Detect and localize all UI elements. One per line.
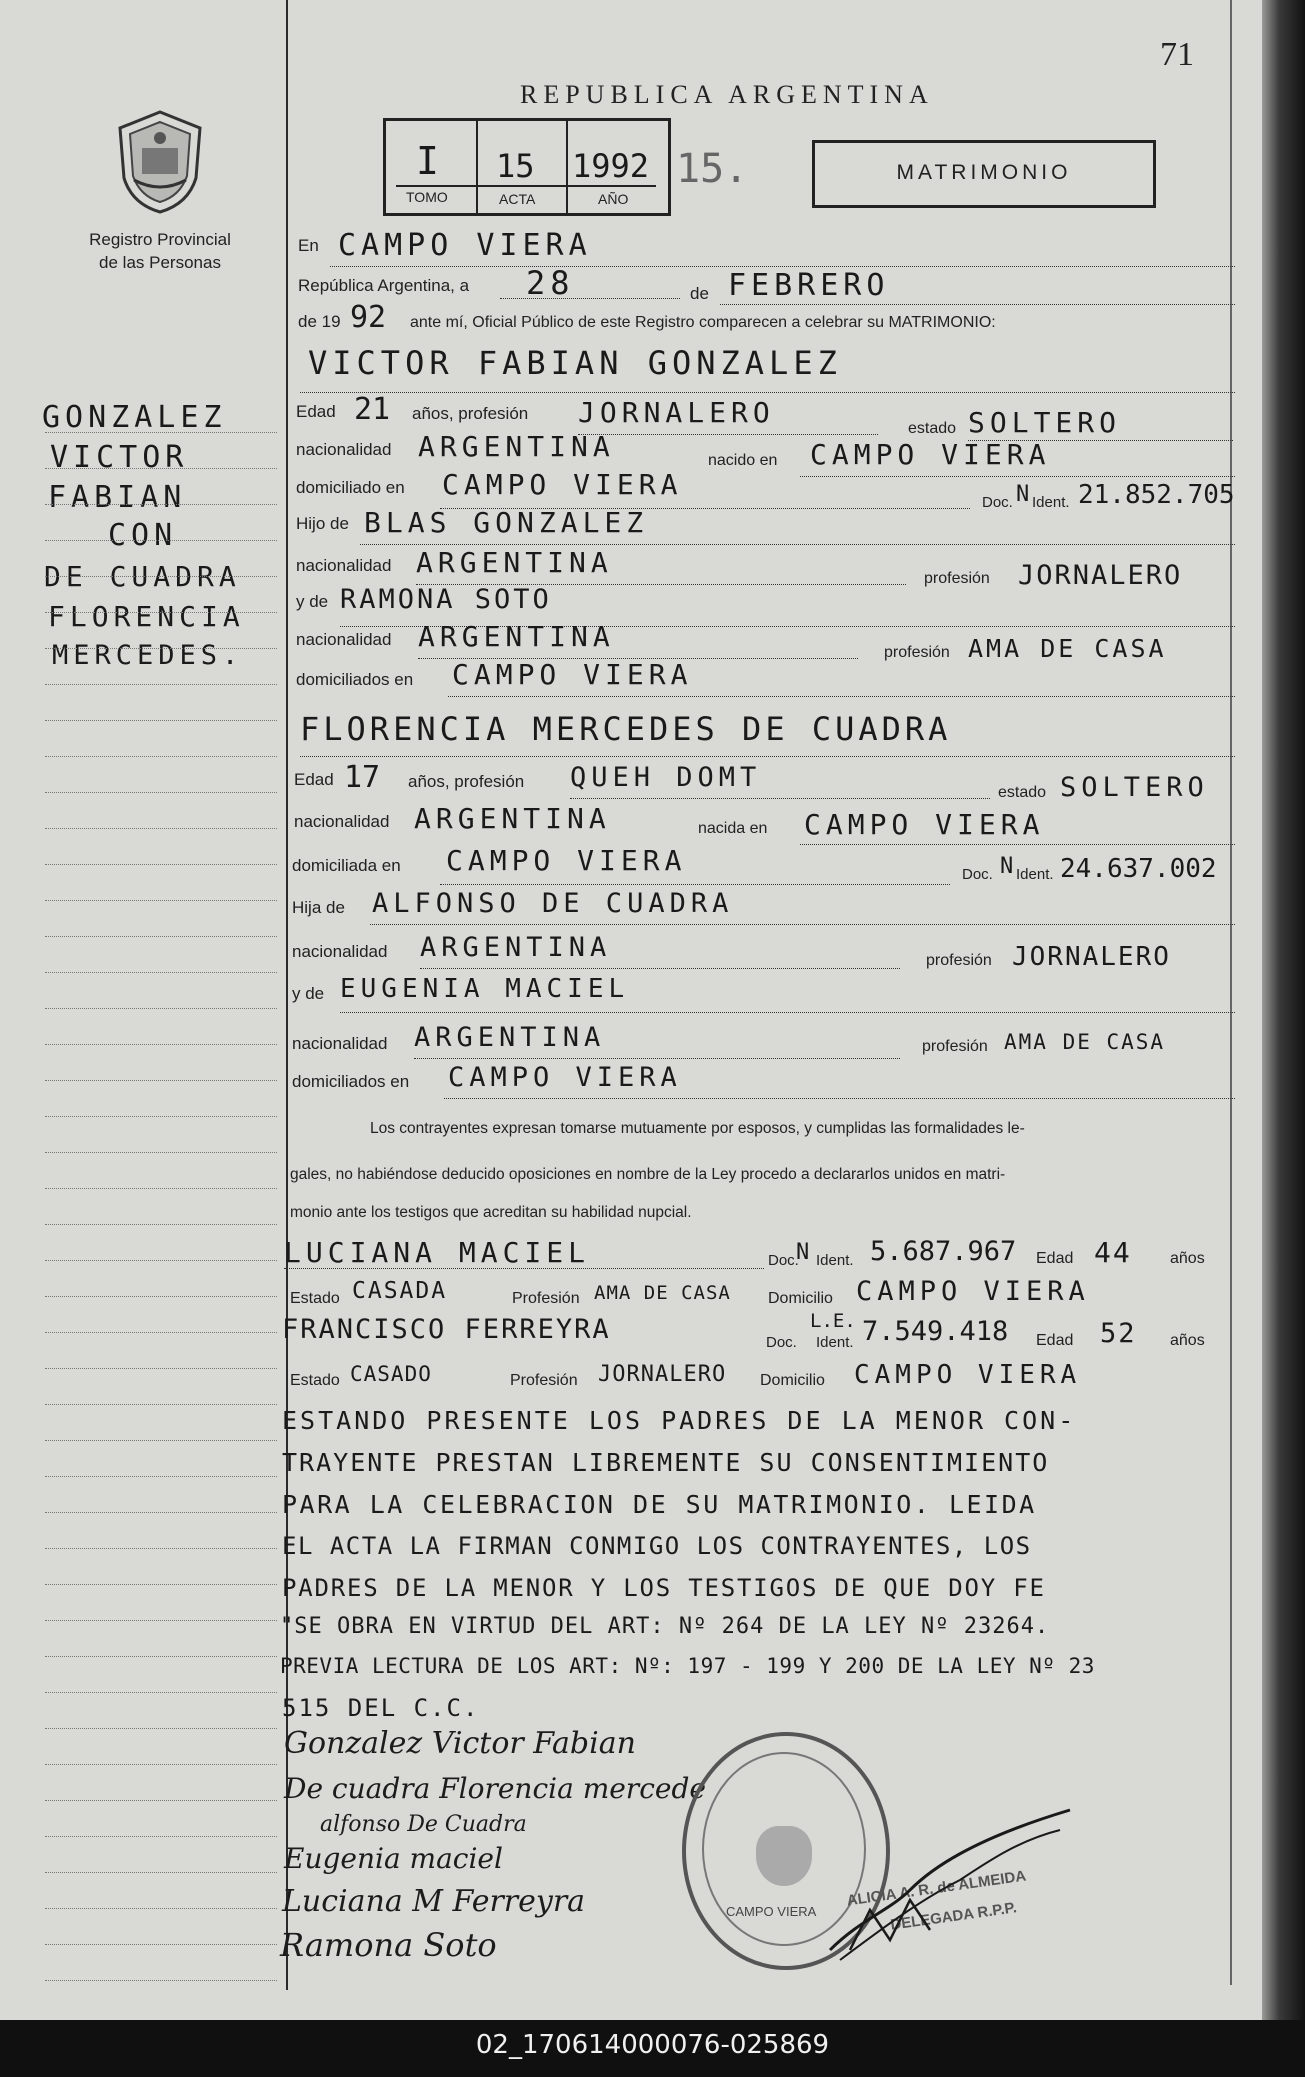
acta-label: ACTA xyxy=(499,191,536,207)
label-edad: Edad xyxy=(294,770,334,789)
groom-mother-profession: AMA DE CASA xyxy=(968,634,1167,663)
record-type: MATRIMONIO xyxy=(896,161,1072,184)
label-anos: años xyxy=(1170,1250,1205,1267)
margin-rule-line xyxy=(45,1584,277,1585)
statement-line-2: gales, no habiéndose deducido oposiciones en nombre de la Ley procedo a declararlos unidos en matri- xyxy=(290,1166,1006,1183)
label-nacida: nacida en xyxy=(698,820,768,837)
label-ident: Ident. xyxy=(816,1252,854,1269)
signature-groom: Gonzalez Victor Fabian xyxy=(284,1726,636,1761)
margin-rule-line xyxy=(45,1476,277,1477)
label-ident: Ident. xyxy=(816,1334,854,1351)
margin-rule-line xyxy=(45,1548,277,1549)
label-profesion: años, profesión xyxy=(412,404,529,423)
label-domiciliados: domiciliados en xyxy=(292,1072,410,1091)
margin-rule-line xyxy=(45,828,277,829)
witness2-doc-type: L.E. xyxy=(810,1310,856,1332)
signature-bride: De cuadra Florencia mercede xyxy=(284,1772,706,1805)
ano-value: 1992 xyxy=(572,147,650,185)
groom-mother-nationality: ARGENTINA xyxy=(418,620,615,653)
registry-label-line1: Registro Provincial xyxy=(89,230,231,249)
witness1-domicile: CAMPO VIERA xyxy=(856,1276,1090,1307)
label-ident: Ident. xyxy=(1032,494,1070,511)
label-doc: Doc. xyxy=(768,1252,799,1269)
margin-rule-line xyxy=(45,1872,277,1873)
label-anos: años xyxy=(1170,1332,1205,1349)
intro-text: ante mí, Oficial Público de este Registro comparecen a celebrar su MATRIMONIO: xyxy=(410,314,996,331)
acta-reference-box xyxy=(383,118,671,216)
statement-line-3: monio ante los testigos que acreditan su habilidad nupcial. xyxy=(290,1204,692,1221)
margin-rule-line xyxy=(45,1296,277,1297)
bride-age: 17 xyxy=(344,760,381,795)
label-nacionalidad: nacionalidad xyxy=(296,440,392,459)
label-nacionalidad: nacionalidad xyxy=(292,942,388,961)
margin-rule-line xyxy=(45,1044,277,1045)
witness2-age: 52 xyxy=(1100,1318,1137,1349)
label-edad: Edad xyxy=(1036,1332,1074,1349)
margin-rule-line xyxy=(45,1368,277,1369)
margin-rule-line xyxy=(45,1836,277,1837)
witness1-estado: CASADA xyxy=(352,1278,448,1304)
official-stamp-role: DELEGADA R.P.P. xyxy=(889,1899,1018,1934)
bride-profession: QUEH DOMT xyxy=(570,762,762,793)
groom-father: BLAS GONZALEZ xyxy=(364,506,649,539)
label-ident: Ident. xyxy=(1016,866,1054,883)
signature-witnesses: Luciana M Ferreyra xyxy=(282,1884,586,1919)
label-doc: Doc. xyxy=(962,866,993,883)
label-nacionalidad: nacionalidad xyxy=(296,630,392,649)
margin-rule-line xyxy=(45,720,277,721)
signature-bride-mother: Eugenia maciel xyxy=(284,1842,503,1875)
margin-name-line: FABIAN xyxy=(48,480,187,515)
witness1-profession: AMA DE CASA xyxy=(594,1282,731,1304)
margin-rule-line xyxy=(45,1080,277,1081)
bride-name: FLORENCIA MERCEDES DE CUADRA xyxy=(300,710,952,748)
witness1-age: 44 xyxy=(1094,1236,1132,1269)
witness2-doc-number: 7.549.418 xyxy=(862,1316,1009,1347)
label-estado: Estado xyxy=(290,1290,340,1307)
bride-estado: SOLTERO xyxy=(1060,772,1209,803)
image-caption: 02_170614000076-025869 xyxy=(475,2030,830,2060)
bride-mother-nationality: ARGENTINA xyxy=(414,1022,606,1053)
margin-rule-line xyxy=(45,576,277,577)
margin-name-line: GONZALEZ xyxy=(42,400,227,435)
margin-rule-line xyxy=(45,1008,277,1009)
margin-rule-line xyxy=(45,1152,277,1153)
margin-rule-line xyxy=(45,684,277,685)
label-edad: Edad xyxy=(1036,1250,1074,1267)
handwritten-acta-number: 15. xyxy=(676,146,749,192)
bride-mother: EUGENIA MACIEL xyxy=(340,974,630,1004)
label-hijo: Hijo de xyxy=(296,514,349,533)
groom-mother: RAMONA SOTO xyxy=(340,584,552,615)
margin-rule-line xyxy=(45,900,277,901)
margin-rule-line xyxy=(45,1980,277,1981)
margin-rule-line xyxy=(45,756,277,757)
margin-rule-line xyxy=(45,648,277,649)
bride-mother-profession: AMA DE CASA xyxy=(1004,1030,1166,1054)
label-domiciliada: domiciliada en xyxy=(292,856,401,875)
witness2-estado: CASADO xyxy=(350,1362,432,1386)
bride-domicile: CAMPO VIERA xyxy=(446,844,687,877)
label-edad: Edad xyxy=(296,402,336,421)
margin-rule-line xyxy=(45,1224,277,1225)
margin-rule-line xyxy=(45,1188,277,1189)
label-profesion: profesión xyxy=(884,644,950,661)
margin-rule-line xyxy=(45,1332,277,1333)
margin-rule-line xyxy=(45,1116,277,1117)
label-de: de xyxy=(690,284,709,303)
tomo-value: I xyxy=(416,139,444,183)
label-nacionalidad: nacionalidad xyxy=(296,556,392,575)
official-signature-mark xyxy=(820,1800,1080,1970)
bride-father-profession: JORNALERO xyxy=(1012,942,1171,972)
label-doc: Doc. xyxy=(982,494,1013,511)
margin-rule-line xyxy=(45,1908,277,1909)
label-domiciliados: domiciliados en xyxy=(296,670,414,689)
tomo-label: TOMO xyxy=(406,189,448,205)
bride-father: ALFONSO DE CUADRA xyxy=(372,888,734,919)
bride-nationality: ARGENTINA xyxy=(414,802,611,835)
day-value: 28 xyxy=(526,264,575,302)
margin-rule-line xyxy=(45,1440,277,1441)
margin-rule-line xyxy=(45,504,277,505)
label-estado: estado xyxy=(908,420,957,437)
label-domiciliado: domiciliado en xyxy=(296,478,405,497)
note-line: PREVIA LECTURA DE LOS ART: Nº: 197 - 199 Y 200 DE LA LEY Nº 23 xyxy=(280,1654,1095,1678)
label-profesion: profesión xyxy=(922,1038,988,1055)
margin-rule-line xyxy=(45,864,277,865)
groom-estado: SOLTERO xyxy=(968,406,1122,439)
left-margin-column xyxy=(0,0,286,2000)
margin-rule-line xyxy=(45,1260,277,1261)
groom-doc-number: 21.852.705 xyxy=(1078,480,1235,510)
label-domicilio: Domicilio xyxy=(768,1290,833,1307)
witness2-profession: JORNALERO xyxy=(598,1362,727,1387)
note-line: EL ACTA LA FIRMAN CONMIGO LOS CONTRAYENTES, LOS xyxy=(282,1532,1032,1560)
witness1-doc-number: 5.687.967 xyxy=(870,1236,1017,1267)
witness2-name: FRANCISCO FERREYRA xyxy=(282,1314,611,1345)
margin-rule-line xyxy=(45,1620,277,1621)
margin-rule-line xyxy=(45,432,277,433)
right-margin-rule xyxy=(1230,0,1232,1985)
margin-rule-line xyxy=(45,1800,277,1801)
statement-line-1: Los contrayentes expresan tomarse mutuamente por esposos, y cumplidas las formalidades le- xyxy=(370,1120,1025,1137)
margin-divider xyxy=(286,0,288,1990)
place-value: CAMPO VIERA xyxy=(338,228,592,263)
label-en: En xyxy=(298,236,319,255)
label-profesion: profesión xyxy=(926,952,992,969)
note-line: "SE OBRA EN VIRTUD DEL ART: Nº 264 DE LA LEY Nº 23264. xyxy=(280,1614,1050,1639)
ano-label: AÑO xyxy=(598,191,629,207)
label-profesion: Profesión xyxy=(510,1372,578,1389)
margin-rule-line xyxy=(45,1512,277,1513)
official-stamp-name: ALICIA A. R. de ALMEIDA xyxy=(845,1867,1028,1910)
margin-rule-line xyxy=(45,540,277,541)
month-value: FEBRERO xyxy=(728,268,890,303)
seal-text: CAMPO VIERA xyxy=(726,1904,817,1919)
label-estado: Estado xyxy=(290,1372,340,1389)
note-line: TRAYENTE PRESTAN LIBREMENTE SU CONSENTIMIENTO xyxy=(282,1448,1050,1477)
groom-father-profession: JORNALERO xyxy=(1018,560,1183,591)
note-line: PARA LA CELEBRACION DE SU MATRIMONIO. LEIDA xyxy=(282,1490,1037,1519)
bride-parents-domicile: CAMPO VIERA xyxy=(448,1062,682,1093)
groom-parents-domicile: CAMPO VIERA xyxy=(452,658,693,691)
margin-name-line: VICTOR xyxy=(50,440,189,475)
margin-rule-line xyxy=(45,1764,277,1765)
margin-rule-line xyxy=(45,972,277,973)
witness1-doc-type: N xyxy=(796,1240,810,1265)
registry-label-line2: de las Personas xyxy=(99,253,221,272)
label-hija: Hija de xyxy=(292,898,345,917)
label-y-de: y de xyxy=(292,984,325,1003)
margin-name-line: FLORENCIA xyxy=(48,600,245,633)
witness1-name: LUCIANA MACIEL xyxy=(284,1236,591,1269)
margin-rule-line xyxy=(45,936,277,937)
margin-rule-line xyxy=(45,612,277,613)
margin-name-line: CON xyxy=(108,518,178,553)
signature-groom-mother: Ramona Soto xyxy=(280,1926,497,1964)
note-line: ESTANDO PRESENTE LOS PADRES DE LA MENOR CON- xyxy=(282,1406,1077,1435)
label-domicilio: Domicilio xyxy=(760,1372,825,1389)
label-profesion: Profesión xyxy=(512,1290,580,1307)
bride-doc-type: N xyxy=(1000,854,1014,879)
groom-profession: JORNALERO xyxy=(578,396,775,429)
label-y-de: y de xyxy=(296,592,329,611)
label-year: de 19 xyxy=(298,312,341,331)
provincial-seal-icon xyxy=(112,108,208,216)
label-estado: estado xyxy=(998,784,1047,801)
groom-name: VICTOR FABIAN GONZALEZ xyxy=(308,344,842,382)
label-nacionalidad: nacionalidad xyxy=(292,1034,388,1053)
label-nacido: nacido en xyxy=(708,452,778,469)
bride-doc-number: 24.637.002 xyxy=(1060,854,1217,884)
groom-domicile: CAMPO VIERA xyxy=(442,468,683,501)
book-spine xyxy=(1262,0,1305,2020)
page-number: 71 xyxy=(1160,36,1194,73)
acta-value: 15 xyxy=(496,147,535,185)
witness2-domicile: CAMPO VIERA xyxy=(854,1360,1082,1390)
country-heading: REPUBLICA ARGENTINA xyxy=(520,80,934,109)
margin-rule-line xyxy=(45,792,277,793)
note-line: PADRES DE LA MENOR Y LOS TESTIGOS DE QUE DOY FE xyxy=(282,1574,1046,1602)
groom-age: 21 xyxy=(354,392,391,427)
margin-rule-line xyxy=(45,468,277,469)
groom-nationality: ARGENTINA xyxy=(418,430,615,463)
margin-name-line: MERCEDES. xyxy=(52,640,244,671)
record-type-box xyxy=(812,140,1156,208)
label-profesion: profesión xyxy=(924,570,990,587)
label-republica: República Argentina, a xyxy=(298,276,470,295)
label-nacionalidad: nacionalidad xyxy=(294,812,390,831)
margin-rule-line xyxy=(45,1728,277,1729)
year-value: 92 xyxy=(350,300,387,335)
margin-rule-line xyxy=(45,1944,277,1945)
margin-rule-line xyxy=(45,1692,277,1693)
groom-birthplace: CAMPO VIERA xyxy=(810,438,1051,471)
margin-rule-line xyxy=(45,1404,277,1405)
groom-doc-type: N xyxy=(1016,482,1030,507)
margin-name-line: DE CUADRA xyxy=(44,560,241,593)
signature-bride-father: alfonso De Cuadra xyxy=(320,1812,527,1837)
label-doc: Doc. xyxy=(766,1334,797,1351)
bride-father-nationality: ARGENTINA xyxy=(420,932,612,963)
note-line: 515 DEL C.C. xyxy=(282,1694,480,1722)
groom-father-nationality: ARGENTINA xyxy=(416,546,613,579)
bride-birthplace: CAMPO VIERA xyxy=(804,808,1045,841)
label-profesion: años, profesión xyxy=(408,772,525,791)
margin-rule-line xyxy=(45,1656,277,1657)
